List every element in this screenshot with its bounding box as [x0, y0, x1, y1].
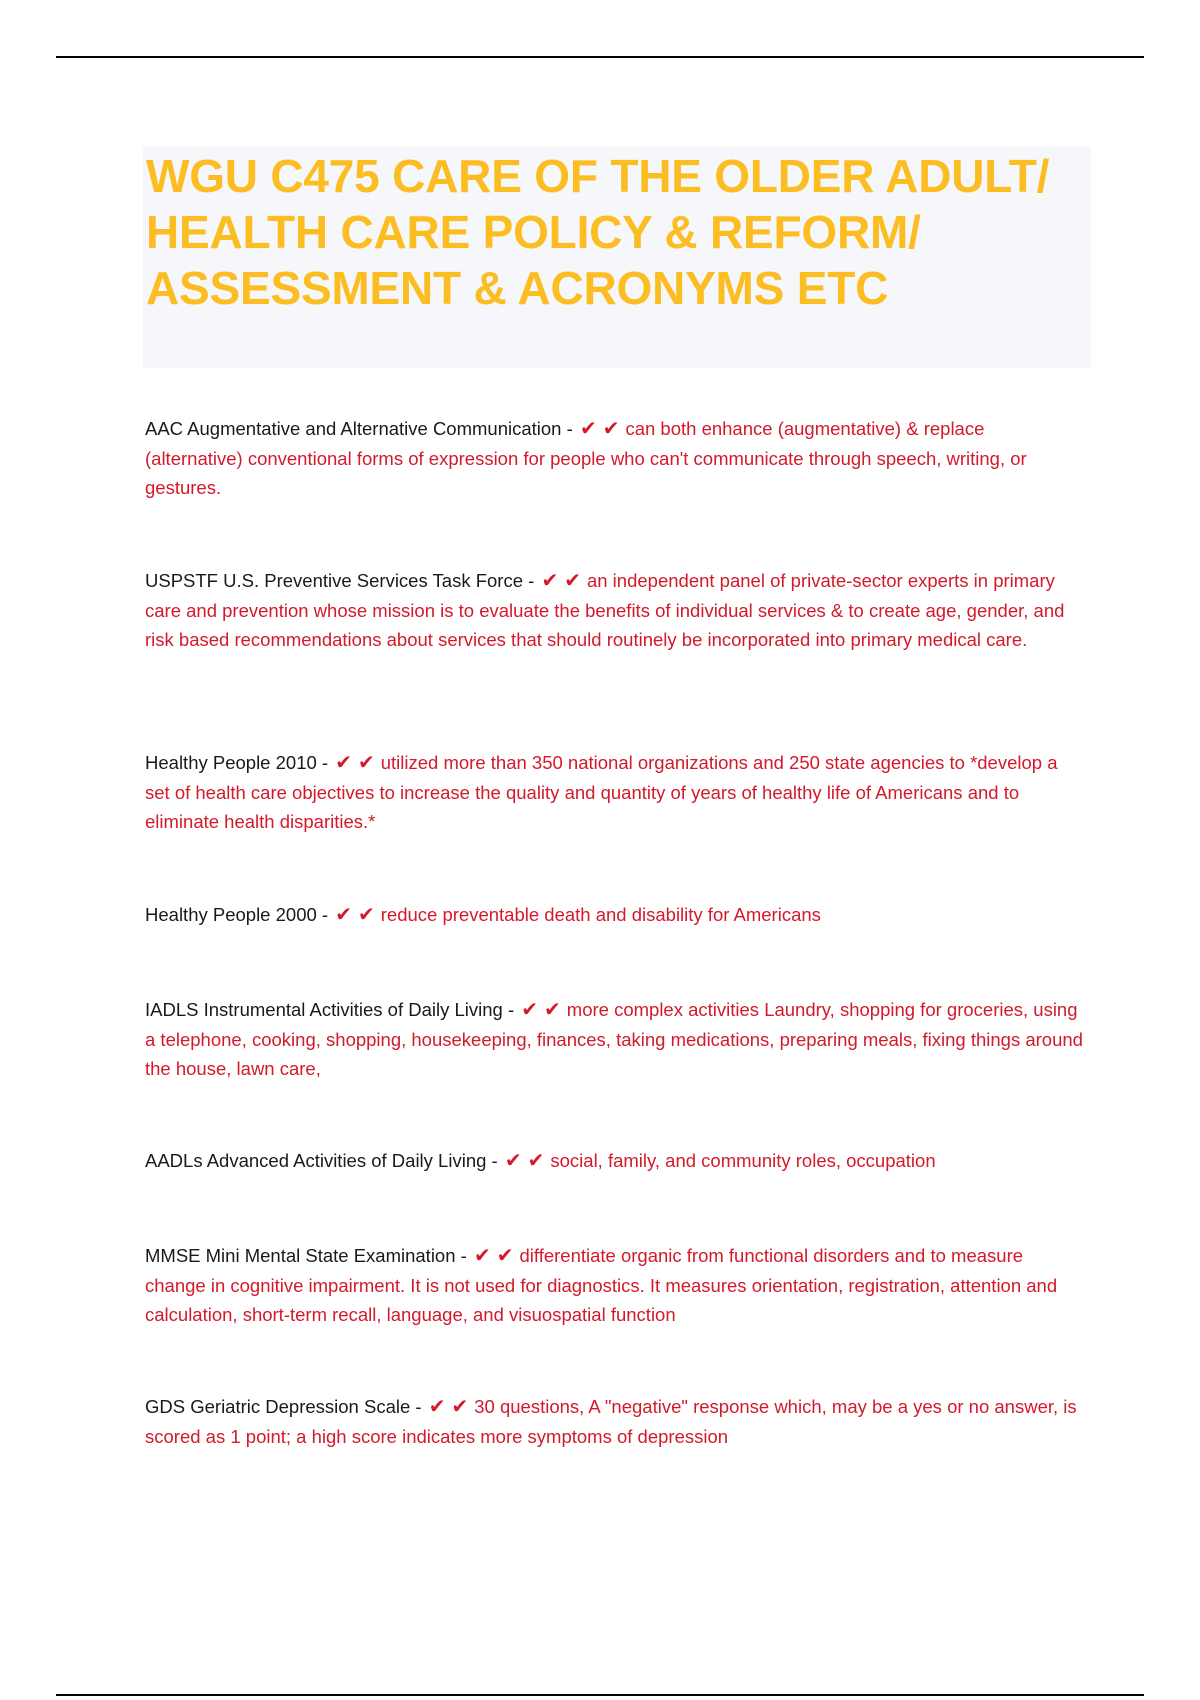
entry-definition: utilized more than 350 national organizations and 250 state agencies to *develop a set of health care objectives to increase the quality and quantity of years of healthy life of Americans and to eliminate health disparities.*: [145, 752, 1058, 832]
entry-separator: -: [561, 418, 578, 439]
entry-term: AADLs Advanced Activities of Daily Living: [145, 1150, 487, 1171]
double-check-icon: ✔✔: [335, 902, 381, 926]
double-check-icon: ✔✔: [335, 750, 381, 774]
entry-definition: social, family, and community roles, occupation: [550, 1150, 936, 1171]
double-check-icon: ✔✔: [504, 1148, 551, 1172]
double-check-icon: ✔✔: [579, 416, 626, 440]
entry-term: IADLS Instrumental Activities of Daily Living: [145, 999, 503, 1020]
flashcard-entry-uspstf: [145, 566, 1085, 655]
flashcard-entry-aadls: [145, 1146, 1085, 1176]
double-check-icon: ✔✔: [428, 1394, 475, 1418]
entry-term: Healthy People 2010: [145, 752, 317, 773]
entry-term: USPSTF U.S. Preventive Services Task Force: [145, 570, 523, 591]
entry-separator: -: [455, 1245, 472, 1266]
double-check-icon: ✔✔: [541, 568, 587, 592]
entry-definition: differentiate organic from functional disorders and to measure change in cognitive impairment. It is not used for diagnostics. It measures orientation, registration, attention and calculation, short-term recall, language, and visuospatial function: [145, 1245, 1058, 1325]
entry-definition: reduce preventable death and disability for Americans: [380, 904, 821, 925]
entry-separator: -: [316, 904, 334, 925]
double-check-icon: ✔✔: [473, 1243, 520, 1267]
entry-term: GDS Geriatric Depression Scale: [145, 1396, 411, 1417]
footer-rule: [56, 1694, 1144, 1696]
title-block: [143, 146, 1091, 368]
entry-separator: -: [316, 752, 334, 773]
entry-definition: an independent panel of private-sector experts in primary care and prevention whose mission is to evaluate the benefits of individual services & to create age, gender, and risk based recommendations about services that should routinely be incorporated into primary medical care.: [145, 570, 1065, 650]
flashcard-entry-iadls: [145, 995, 1085, 1084]
flashcard-entry-aac: [145, 414, 1085, 503]
flashcard-entry-healthy-people-2000: [145, 900, 1085, 930]
flashcard-entry-gds: [145, 1392, 1085, 1451]
entry-definition: can both enhance (augmentative) & replace (alternative) conventional forms of expression for people who can't communicate through speech, writing, or gestures.: [145, 418, 1027, 498]
entry-definition: 30 questions, A "negative" response which, may be a yes or no answer, is scored as 1 point; a high score indicates more symptoms of depression: [145, 1396, 1077, 1447]
entry-term: AAC Augmentative and Alternative Communication: [145, 418, 562, 439]
document-title: WGU C475 CARE OF THE OLDER ADULT/ HEALTH CARE POLICY & REFORM/ ASSESSMENT & ACRONYMS ETC: [146, 150, 1050, 314]
double-check-icon: ✔✔: [521, 997, 567, 1021]
header-rule: [56, 56, 1144, 58]
entry-separator: -: [523, 570, 540, 591]
entry-term: MMSE Mini Mental State Examination: [145, 1245, 456, 1266]
entry-term: Healthy People 2000: [145, 904, 317, 925]
flashcard-entry-healthy-people-2010: [145, 748, 1085, 837]
entry-separator: -: [410, 1396, 427, 1417]
flashcard-entry-mmse: [145, 1241, 1085, 1330]
entry-separator: -: [486, 1150, 503, 1171]
entry-definition: more complex activities Laundry, shopping for groceries, using a telephone, cooking, shopping, housekeeping, finances, taking medications, preparing meals, fixing things around the house, lawn care,: [145, 999, 1083, 1079]
entry-separator: -: [502, 999, 520, 1020]
